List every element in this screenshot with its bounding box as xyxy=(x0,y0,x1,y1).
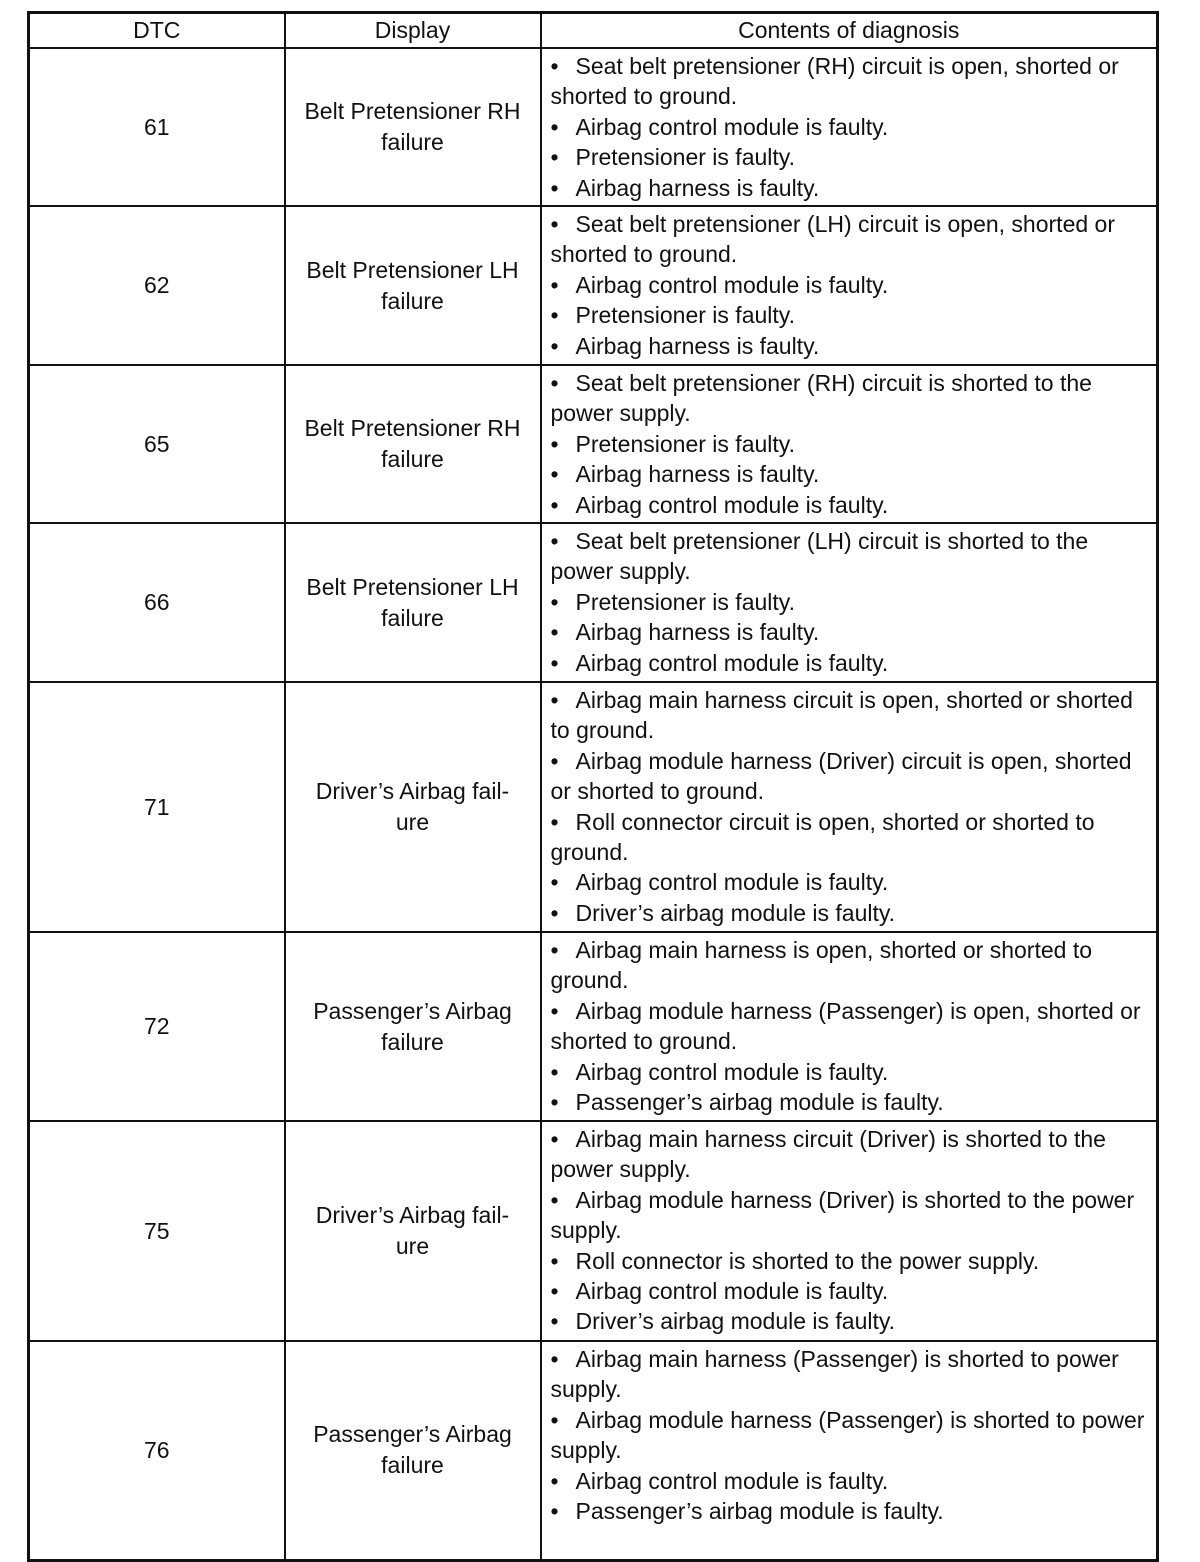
table-row xyxy=(29,1341,1158,1560)
diagnosis-item xyxy=(551,996,1149,1057)
diagnosis-item xyxy=(551,1276,1149,1306)
diagnosis-text: Pretensioner is faulty. xyxy=(575,588,795,615)
bullet-icon: • xyxy=(550,997,559,1024)
diagnosis-text: Airbag main harness is open, shorted or shorted to ground. xyxy=(550,937,1093,994)
diagnosis-text: Seat belt pretensioner (LH) circuit is open, shorted or shorted to ground. xyxy=(550,211,1115,268)
display-text-line: ure xyxy=(395,1233,430,1259)
display-text-line: failure xyxy=(381,1452,444,1479)
dtc-code: 62 xyxy=(29,206,285,365)
diagnosis-item xyxy=(551,617,1149,647)
display-cell xyxy=(285,1341,541,1560)
diagnosis-cell xyxy=(541,682,1158,932)
diagnosis-text: Airbag harness is faulty. xyxy=(575,174,820,201)
diagnosis-item xyxy=(551,51,1149,112)
diagnosis-cell xyxy=(541,932,1158,1121)
diagnosis-text: Roll connector circuit is open, shorted or shorted to ground. xyxy=(550,808,1095,866)
bullet-icon: • xyxy=(550,619,559,646)
diagnosis-cell xyxy=(541,523,1158,682)
display-text-line: Belt Pretensioner LH xyxy=(306,256,519,283)
table-row xyxy=(29,1121,1158,1341)
table-row xyxy=(29,682,1158,932)
diagnosis-item xyxy=(551,112,1149,142)
dtc-code: 76 xyxy=(29,1341,285,1560)
diagnosis-item xyxy=(551,1344,1149,1405)
display-cell xyxy=(285,206,541,365)
bullet-icon: • xyxy=(550,1186,559,1213)
diagnosis-text: Airbag main harness circuit (Driver) is shorted to the power supply. xyxy=(550,1126,1106,1183)
diagnosis-text: Airbag control module is faulty. xyxy=(575,113,889,140)
diagnosis-item xyxy=(551,648,1149,678)
diagnosis-text: Airbag main harness (Passenger) is shorted to power supply. xyxy=(550,1346,1119,1403)
diagnosis-text: Passenger’s airbag module is faulty. xyxy=(575,1498,944,1525)
diagnosis-cell xyxy=(541,1341,1158,1560)
bullet-icon: • xyxy=(550,1498,559,1525)
bullet-icon: • xyxy=(550,461,559,488)
diagnosis-item xyxy=(551,300,1149,330)
diagnosis-item xyxy=(551,1185,1149,1246)
diagnosis-item xyxy=(551,685,1149,746)
diagnosis-item xyxy=(551,270,1149,300)
display-text-line: ure xyxy=(395,809,430,835)
diagnosis-list xyxy=(551,685,1149,928)
bullet-icon: • xyxy=(550,1467,559,1494)
diagnosis-text: Driver’s airbag module is faulty. xyxy=(575,899,896,926)
diagnosis-text: Airbag harness is faulty. xyxy=(575,461,820,488)
bullet-icon: • xyxy=(550,747,559,774)
diagnosis-item xyxy=(551,1306,1149,1336)
diagnosis-list xyxy=(551,51,1149,203)
display-text-line: failure xyxy=(381,446,444,472)
dtc-code: 61 xyxy=(29,48,285,206)
bullet-icon: • xyxy=(550,869,559,896)
display-text-line: Passenger’s Airbag xyxy=(313,997,512,1024)
diagnosis-text: Airbag main harness circuit is open, shorted or shorted to ground. xyxy=(550,687,1133,744)
display-text-line: Belt Pretensioner RH xyxy=(304,98,521,124)
diagnosis-list xyxy=(551,935,1149,1117)
bullet-icon: • xyxy=(550,144,559,171)
bullet-icon: • xyxy=(550,271,559,298)
diagnosis-text: Airbag control module is faulty. xyxy=(575,1467,889,1494)
diagnosis-item xyxy=(551,1124,1149,1185)
table-row xyxy=(29,48,1158,206)
bullet-icon: • xyxy=(550,1278,559,1305)
bullet-icon: • xyxy=(550,899,559,926)
diagnosis-list xyxy=(551,1344,1149,1526)
display-text-line: Driver’s Airbag fail- xyxy=(315,778,510,804)
diagnosis-text: Airbag control module is faulty. xyxy=(575,1058,889,1085)
diagnosis-item xyxy=(551,867,1149,897)
diagnosis-item xyxy=(551,1087,1149,1117)
display-cell xyxy=(285,932,541,1121)
header-contents: Contents of diagnosis xyxy=(541,13,1158,49)
bullet-icon: • xyxy=(550,370,559,396)
display-text-line: failure xyxy=(381,129,444,155)
bullet-icon: • xyxy=(550,588,559,615)
diagnosis-text: Airbag control module is faulty. xyxy=(575,1278,889,1305)
diagnosis-item xyxy=(551,209,1149,270)
bullet-icon: • xyxy=(550,1126,559,1152)
diagnosis-item xyxy=(551,1496,1149,1526)
display-cell xyxy=(285,48,541,206)
diagnosis-cell xyxy=(541,365,1158,523)
diagnosis-item xyxy=(551,1466,1149,1496)
bullet-icon: • xyxy=(550,491,559,518)
bullet-icon: • xyxy=(550,687,559,713)
bullet-icon: • xyxy=(550,1058,559,1085)
diagnosis-item xyxy=(551,368,1149,429)
table-row xyxy=(29,523,1158,682)
diagnosis-text: Pretensioner is faulty. xyxy=(575,430,795,457)
dtc-code: 75 xyxy=(29,1121,285,1341)
bullet-icon: • xyxy=(550,528,559,554)
display-cell xyxy=(285,1121,541,1341)
diagnosis-text: Airbag harness is faulty. xyxy=(575,332,820,359)
diagnosis-list xyxy=(551,1124,1149,1337)
diagnosis-text: Airbag control module is faulty. xyxy=(575,649,889,676)
dtc-code: 71 xyxy=(29,682,285,932)
diagnosis-item xyxy=(551,898,1149,928)
diagnosis-item xyxy=(551,526,1149,587)
diagnosis-text: Airbag control module is faulty. xyxy=(575,491,889,518)
dtc-table xyxy=(27,11,1159,1562)
display-text-line: Belt Pretensioner LH xyxy=(306,573,519,600)
dtc-code: 65 xyxy=(29,365,285,523)
table-row xyxy=(29,932,1158,1121)
bullet-icon: • xyxy=(550,53,559,79)
diagnosis-item xyxy=(551,173,1149,203)
diagnosis-item xyxy=(551,142,1149,172)
display-cell xyxy=(285,523,541,682)
diagnosis-item xyxy=(551,746,1149,807)
display-text-line: failure xyxy=(381,1028,444,1055)
diagnosis-cell xyxy=(541,1121,1158,1341)
dtc-table-container xyxy=(27,11,1156,1562)
diagnosis-item xyxy=(551,1057,1149,1087)
display-text-line: Passenger’s Airbag xyxy=(313,1421,512,1448)
diagnosis-text: Roll connector is shorted to the power supply. xyxy=(575,1247,1040,1274)
diagnosis-list xyxy=(551,526,1149,678)
bullet-icon: • xyxy=(550,332,559,359)
bullet-icon: • xyxy=(550,937,559,963)
dtc-code: 72 xyxy=(29,932,285,1121)
diagnosis-item xyxy=(551,807,1149,868)
diagnosis-text: Passenger’s airbag module is faulty. xyxy=(575,1089,944,1116)
diagnosis-item xyxy=(551,459,1149,489)
diagnosis-text: Airbag module harness (Driver) circuit is open, shorted or shorted to ground. xyxy=(550,747,1132,805)
diagnosis-item xyxy=(551,587,1149,617)
header-display: Display xyxy=(285,13,541,49)
bullet-icon: • xyxy=(550,649,559,676)
bullet-icon: • xyxy=(550,808,559,835)
header-dtc: DTC xyxy=(29,13,285,49)
table-row xyxy=(29,365,1158,523)
diagnosis-text: Pretensioner is faulty. xyxy=(575,144,795,171)
diagnosis-text: Seat belt pretensioner (RH) circuit is open, shorted or shorted to ground. xyxy=(550,53,1119,110)
diagnosis-text: Seat belt pretensioner (RH) circuit is shorted to the power supply. xyxy=(550,370,1092,427)
display-cell xyxy=(285,682,541,932)
bullet-icon: • xyxy=(550,1406,559,1433)
diagnosis-item xyxy=(551,1246,1149,1276)
diagnosis-text: Airbag module harness (Driver) is shorted to the power supply. xyxy=(550,1186,1135,1244)
diagnosis-text: Airbag module harness (Passenger) is shorted to power supply. xyxy=(550,1406,1145,1464)
diagnosis-item xyxy=(551,490,1149,520)
diagnosis-text: Airbag control module is faulty. xyxy=(575,869,889,896)
diagnosis-text: Airbag harness is faulty. xyxy=(575,619,820,646)
diagnosis-text: Pretensioner is faulty. xyxy=(575,302,795,329)
bullet-icon: • xyxy=(550,1308,559,1335)
diagnosis-list xyxy=(551,368,1149,520)
diagnosis-text: Driver’s airbag module is faulty. xyxy=(575,1308,896,1335)
diagnosis-cell xyxy=(541,206,1158,365)
diagnosis-text: Airbag control module is faulty. xyxy=(575,271,889,298)
diagnosis-item xyxy=(551,1405,1149,1466)
diagnosis-text: Seat belt pretensioner (LH) circuit is shorted to the power supply. xyxy=(550,528,1089,585)
display-text-line: failure xyxy=(381,287,444,314)
display-text-line: Driver’s Airbag fail- xyxy=(315,1202,510,1228)
bullet-icon: • xyxy=(550,302,559,329)
table-row xyxy=(29,206,1158,365)
bullet-icon: • xyxy=(550,430,559,457)
bullet-icon: • xyxy=(550,113,559,140)
diagnosis-item xyxy=(551,935,1149,996)
table-header-row xyxy=(29,13,1158,49)
dtc-code: 66 xyxy=(29,523,285,682)
diagnosis-list xyxy=(551,209,1149,361)
diagnosis-item xyxy=(551,429,1149,459)
diagnosis-item xyxy=(551,331,1149,361)
diagnosis-cell xyxy=(541,48,1158,206)
display-cell xyxy=(285,365,541,523)
bullet-icon: • xyxy=(550,1346,559,1372)
display-text-line: failure xyxy=(381,604,444,631)
display-text-line: Belt Pretensioner RH xyxy=(304,415,521,441)
bullet-icon: • xyxy=(550,211,559,237)
bullet-icon: • xyxy=(550,1247,559,1274)
bullet-icon: • xyxy=(550,174,559,201)
diagnosis-text: Airbag module harness (Passenger) is open, shorted or shorted to ground. xyxy=(550,997,1141,1055)
bullet-icon: • xyxy=(550,1089,559,1116)
